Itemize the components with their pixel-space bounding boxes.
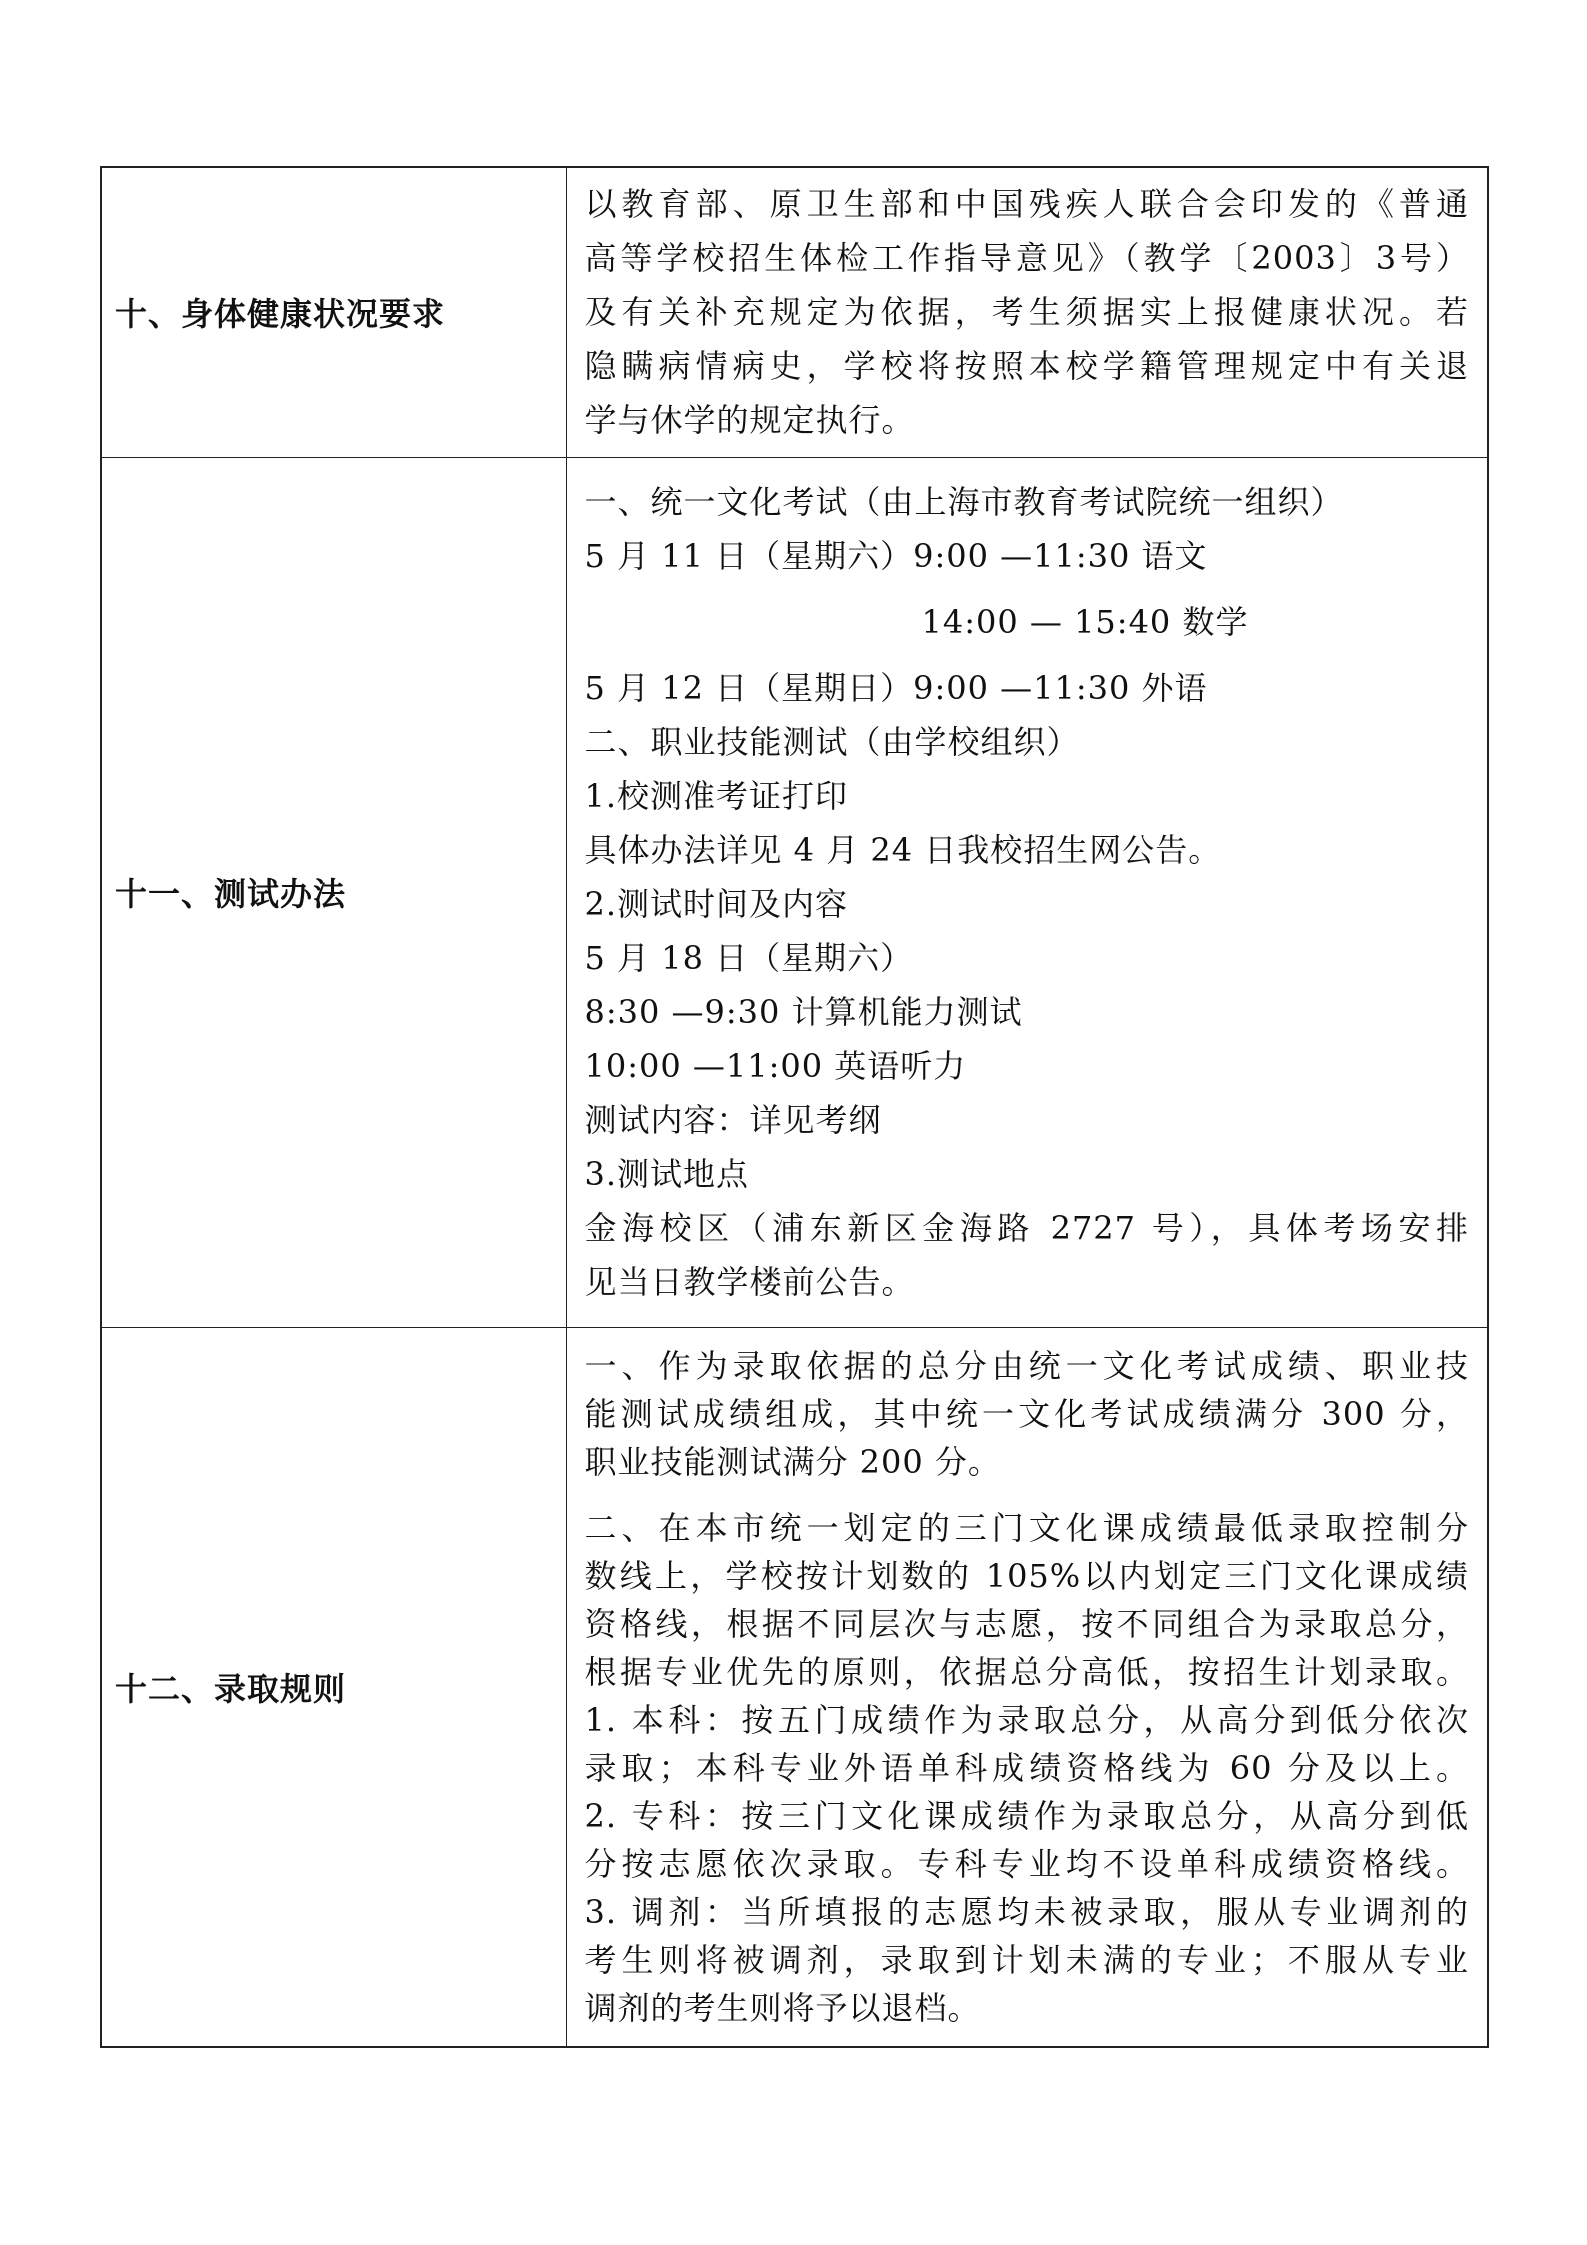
text-line: 1.校测准考证打印 xyxy=(584,777,849,815)
row-label-cell xyxy=(101,457,566,1327)
text-line: 二、职业技能测试（由学校组织） xyxy=(584,723,1080,761)
text-line: 一、作为录取依据的总分由统一文化考试成绩、职业技 xyxy=(584,1346,1469,1385)
text-line: 隐瞒病情病史，学校将按照本校学籍管理规定中有关退 xyxy=(584,347,1469,386)
text-line: 职业技能测试满分 200 分。 xyxy=(584,1442,1001,1481)
row-label-cell xyxy=(101,167,566,457)
row-content-cell xyxy=(566,1327,1488,2047)
row-content-cell xyxy=(566,167,1488,457)
text-line: 10:00 —11:00 英语听力 xyxy=(584,1047,967,1085)
table-row xyxy=(101,457,1488,1327)
row-label-cell xyxy=(101,1327,566,2047)
text-line: 调剂的考生则将予以退档。 xyxy=(584,1988,981,2027)
text-line: 一、统一文化考试（由上海市教育考试院统一组织） xyxy=(584,483,1344,521)
text-line: 学与休学的规定执行。 xyxy=(584,401,915,440)
text-line: 高等学校招生体检工作指导意见》（教学〔2003〕3号） xyxy=(584,239,1469,278)
text-line: 14:00 — 15:40 数学 xyxy=(921,603,1249,641)
text-line: 根据专业优先的原则，依据总分高低，按招生计划录取。 xyxy=(584,1652,1469,1691)
admissions-info-table xyxy=(100,166,1489,2048)
text-line: 3. 调剂：当所填报的志愿均未被录取，服从专业调剂的 xyxy=(584,1892,1469,1931)
table-row xyxy=(101,1327,1488,2047)
text-line: 金海校区（浦东新区金海路 2727 号），具体考场安排 xyxy=(584,1209,1469,1247)
text-line: 5 月 11 日（星期六）9:00 —11:30 语文 xyxy=(584,537,1208,575)
text-line: 考生则将被调剂，录取到计划未满的专业；不服从专业 xyxy=(584,1940,1469,1979)
text-line: 2.测试时间及内容 xyxy=(584,885,849,923)
text-line: 二、在本市统一划定的三门文化课成绩最低录取控制分 xyxy=(584,1508,1469,1547)
row-content-cell xyxy=(566,457,1488,1327)
text-line: 以教育部、原卫生部和中国残疾人联合会印发的《普通 xyxy=(584,185,1469,224)
text-line: 见当日教学楼前公告。 xyxy=(584,1263,915,1301)
text-line: 及有关补充规定为依据，考生须据实上报健康状况。若 xyxy=(584,293,1469,332)
text-line: 录取；本科专业外语单科成绩资格线为 60 分及以上。 xyxy=(584,1748,1469,1787)
text-line: 2. 专科：按三门文化课成绩作为录取总分，从高分到低 xyxy=(584,1796,1469,1835)
row-label-test-method: 十一、测试办法 xyxy=(115,875,347,913)
row-label-health: 十、身体健康状况要求 xyxy=(115,295,446,334)
text-line: 数线上，学校按计划数的 105%以内划定三门文化课成绩 xyxy=(584,1556,1469,1595)
text-line: 1. 本科：按五门成绩作为录取总分，从高分到低分依次 xyxy=(584,1700,1469,1739)
text-line: 具体办法详见 4 月 24 日我校招生网公告。 xyxy=(584,831,1222,869)
text-line: 资格线，根据不同层次与志愿，按不同组合为录取总分， xyxy=(584,1604,1469,1643)
text-line: 能测试成绩组成，其中统一文化考试成绩满分 300 分， xyxy=(584,1394,1469,1433)
row-label-admission-rules: 十二、录取规则 xyxy=(115,1669,347,1708)
text-line: 5 月 12 日（星期日）9:00 —11:30 外语 xyxy=(584,669,1208,707)
table-row xyxy=(101,167,1488,457)
text-line: 测试内容：详见考纲 xyxy=(584,1101,882,1139)
text-line: 8:30 —9:30 计算机能力测试 xyxy=(584,993,1023,1031)
text-line: 5 月 18 日（星期六） xyxy=(584,939,914,977)
text-line: 分按志愿依次录取。专科专业均不设单科成绩资格线。 xyxy=(584,1844,1469,1883)
text-line: 3.测试地点 xyxy=(584,1155,750,1193)
